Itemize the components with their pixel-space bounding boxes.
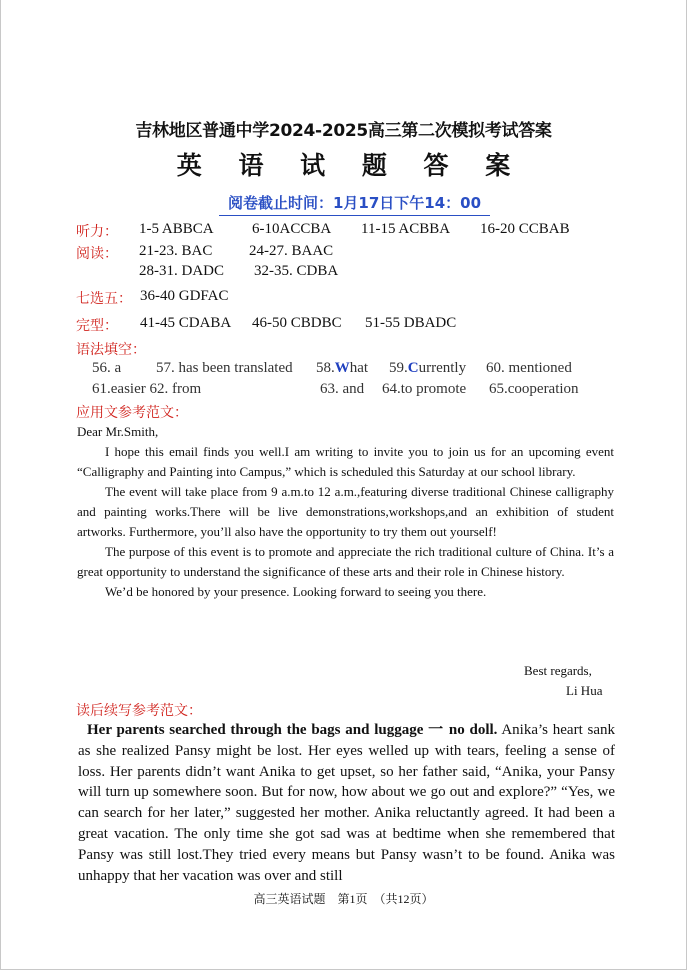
grammar-answer-64: 64.to promote [382,381,467,397]
application-letter [77,422,614,602]
grammar-59-capital: C [407,360,419,376]
listening-label: 听力： [76,224,118,240]
page-footer: 高三英语试题 第1页 （共12页） [253,892,434,906]
reading-answers-4: 32-35. CDBA [254,263,339,279]
letter-paragraph-3: The purpose of this event is to promote and appreciate the rich traditional culture of China. It’s a great opportunity to understand the significance of these arts and their role in Chinese history. [77,544,614,579]
grammar-label: 语法填空： [76,342,146,358]
letter-closing: Best regards, [524,663,592,678]
listening-answers-3: 11-15 ACBBA [361,221,451,237]
reading-answers-2: 24-27. BAAC [249,243,334,259]
listening-answers-4: 16-20 CCBAB [480,221,570,237]
continuation-story [78,720,615,886]
listening-answers-1: 1-5 ABBCA [139,221,214,237]
letter-paragraph-1: I hope this email finds you well.I am writing to invite you to join us for an upcoming event “Calligraphy and Painting into Campus,” which is scheduled this Saturday at our school library. [77,444,614,479]
story-body: Anika’s heart sank as she realized Pansy might be lost. Her eyes welled up with tears, feeling a sense of loss. Her parents didn’t want Anika to get upset, so her father said, “Anika, your Pansy will turn up somewhere soon. But for now, how about we go out and explore?” “Yes, we can search for her later,” suggested her mother. Anika reluctantly agreed. It had been a great vacation. The only time she got sad was at bedtime when she remembered that Pansy was still lost.They tried every means but Pansy wasn’t to be found. Anika was unhappy that her vacation was over and still [78,722,615,884]
grammar-58-capital: W [334,360,350,376]
cloze-answers-2: 46-50 CBDBC [252,315,342,331]
grammar-59-rest: urrently [418,360,467,376]
seven-choose-five-answers: 36-40 GDFAC [140,288,229,304]
cloze-answers-1: 41-45 CDABA [140,315,232,331]
answer-key-subtitle: 英 语 试 题 答 案 [176,151,525,180]
grammar-answer-65: 65.cooperation [489,381,579,397]
grammar-answer-56: 56. a [92,360,122,376]
story-lead-sentence: Her parents searched through the bags and luggage 一 no doll. [87,722,498,738]
grammar-59-number: 59. [389,360,408,376]
cloze-label: 完型： [76,318,118,334]
exam-title: 吉林地区普通中学2024-2025高三第二次模拟考试答案 [135,121,552,141]
letter-salutation: Dear Mr.Smith, [77,424,159,439]
continuation-writing-label: 读后续写参考范文： [76,703,202,719]
seven-choose-five-label: 七选五： [76,291,132,307]
grammar-58-number: 58. [316,360,335,376]
application-writing-label: 应用文参考范文： [76,405,188,421]
grammar-answer-61-62: 61.easier 62. from [92,381,202,397]
cloze-answers-3: 51-55 DBADC [365,315,457,331]
grammar-answer-63: 63. and [320,381,365,397]
listening-answers-2: 6-10ACCBA [252,221,332,237]
grammar-58-rest: hat [349,360,369,376]
grading-deadline: 阅卷截止时间：1月17日下午14：00 [219,192,490,216]
grammar-answer-59 [389,360,466,377]
letter-paragraph-2: The event will take place from 9 a.m.to 12 a.m.,featuring diverse traditional Chinese calligraphy and painting works.There will be live demonstrations,workshops,and an exhibition of student artworks. Furthermore, you’ll also have the opportunity to try them out yourself! [77,484,614,539]
reading-answers-3: 28-31. DADC [139,263,224,279]
reading-answers-1: 21-23. BAC [139,243,213,259]
letter-paragraph-4: We’d be honored by your presence. Looking forward to seeing you there. [105,584,487,599]
grammar-answer-57: 57. has been translated [156,360,293,376]
reading-label: 阅读： [76,246,118,262]
letter-signature: Li Hua [566,683,603,698]
grammar-answer-58 [316,360,368,377]
grammar-answer-60: 60. mentioned [486,360,572,376]
